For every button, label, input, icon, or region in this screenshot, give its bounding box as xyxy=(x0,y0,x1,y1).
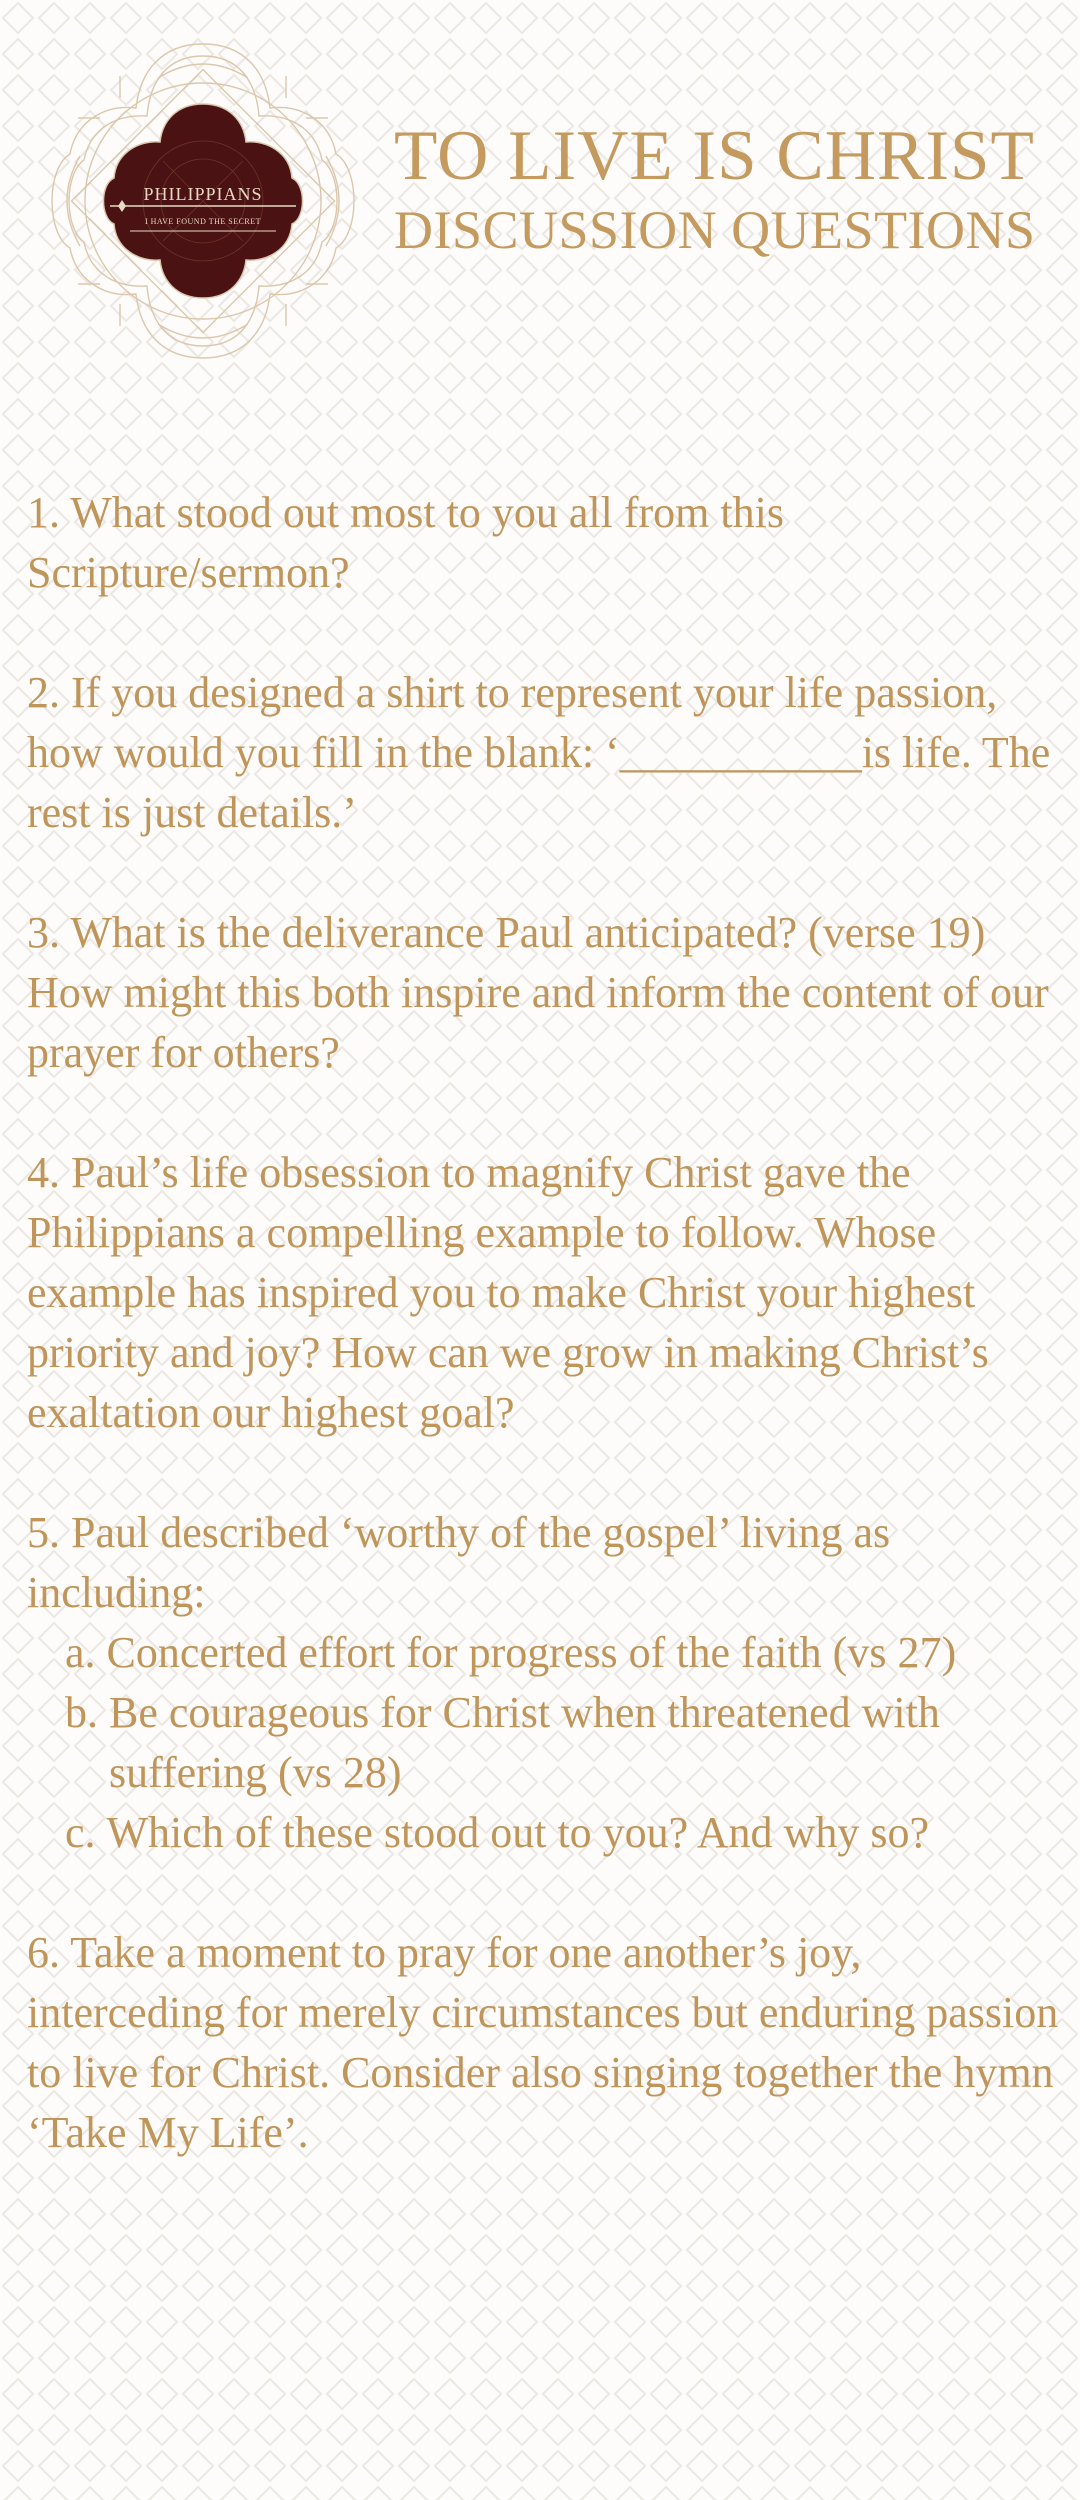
subitem-letter: c. xyxy=(65,1808,107,1857)
question-5-intro: 5. Paul described ‘worthy of the gospel’ living as including: xyxy=(27,1508,891,1617)
subitem-text: Concerted effort for progress of the faith (vs 27) xyxy=(106,1628,957,1677)
page-subtitle: DISCUSSION QUESTIONS xyxy=(394,200,1036,260)
subitem-letter: a. xyxy=(65,1628,107,1677)
subitem-text: Which of these stood out to you? And why so? xyxy=(106,1808,929,1857)
question-3: 3. What is the deliverance Paul anticipated? (verse 19) How might this both inspire and inform the content of our prayer for others? xyxy=(27,908,1049,1077)
page-title: TO LIVE IS CHRIST xyxy=(394,117,1035,195)
question-5-subitem-b xyxy=(65,1683,1067,1803)
question-5-subitem-c xyxy=(65,1803,1067,1863)
question-5-subitem-a xyxy=(65,1623,1067,1683)
question-5 xyxy=(27,1503,1067,1863)
questions-list xyxy=(27,483,1067,2223)
question-4: 4. Paul’s life obsession to magnify Christ gave the Philippians a compelling example to follow. Whose example has inspired you to make Christ your highest priority and joy? How can we grow in making Christ’s exaltation our highest goal? xyxy=(27,1148,989,1437)
question-6: 6. Take a moment to pray for one another’s joy, interceding for merely circumstances but enduring passion to live for Christ. Consider also singing together the hymn ‘Take My Life’. xyxy=(27,1928,1059,2157)
logo-title: PHILIPPIANS xyxy=(143,184,263,204)
subitem-text: Be courageous for Christ when threatened with suffering (vs 28) xyxy=(109,1688,940,1797)
page-header xyxy=(394,115,1064,263)
question-2: 2. If you designed a shirt to represent your life passion, how would you fill in the blank: ‘___________is life. The rest is just details.’ xyxy=(27,668,1051,837)
question-1: 1. What stood out most to you all from this Scripture/sermon? xyxy=(27,488,784,597)
logo-tagline: I HAVE FOUND THE SECRET xyxy=(144,217,262,226)
philippians-logo xyxy=(40,38,366,364)
subitem-letter: b. xyxy=(65,1688,109,1737)
